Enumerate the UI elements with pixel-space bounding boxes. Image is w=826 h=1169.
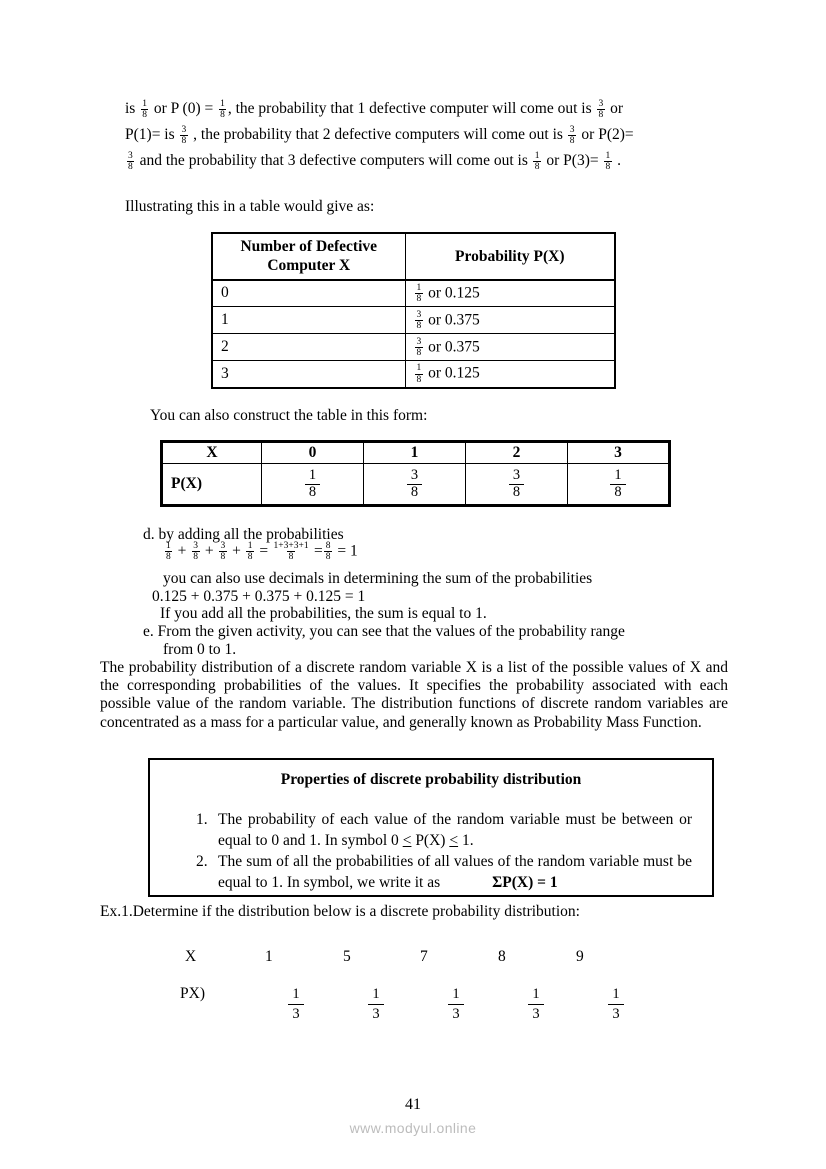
decimals-note: you can also use decimals in determining the sum of the probabilities bbox=[163, 570, 593, 587]
t2-cell-1 bbox=[364, 464, 466, 506]
underlined-symbol: < bbox=[449, 832, 459, 850]
t2-header-x: X bbox=[162, 442, 262, 464]
properties-list bbox=[168, 809, 694, 893]
definition-paragraph: The probability distribution of a discrete random variable X is a list of the possible values of X and the corresponding probabilities of the values. It specifies the probability associated with each possible value of the random variable. The distribution functions of discrete random variables are concentrated as a mass for a particular value, and generally known as Probability Mass Function. bbox=[100, 659, 728, 731]
example-p-value bbox=[256, 985, 336, 1024]
property-item-text: The sum of all the probabilities of all values of the random variable must be equal to 1. In symbol, we write it as ΣP(X) = 1 bbox=[218, 853, 692, 892]
example-p-label: PX) bbox=[180, 985, 205, 1002]
fraction: $\frac{3}{8}$ bbox=[407, 468, 422, 500]
example-p-value bbox=[576, 985, 656, 1024]
intro-line-3: $\frac{3}{8}$ and the probability that 3 defective computers will come out is $\frac{1}{8}$ or P(3)= $\frac{1}{8}$ . bbox=[128, 150, 621, 172]
fraction: $\frac{1}{3}$ bbox=[448, 985, 463, 1024]
table-header-row bbox=[212, 233, 615, 280]
fraction: $\frac{1}{8}$ bbox=[142, 98, 147, 120]
t2-cell-3 bbox=[568, 464, 670, 506]
spacer bbox=[440, 886, 492, 887]
example-x-value: 9 bbox=[576, 948, 584, 965]
fraction: $\frac{3}{8}$ bbox=[569, 124, 575, 146]
property-item-2 bbox=[196, 851, 692, 893]
fraction: $\frac{1}{8}$ bbox=[305, 468, 320, 500]
footer-website: www.modyul.online bbox=[349, 1120, 477, 1136]
example-p-value bbox=[496, 985, 576, 1024]
probability-distribution-table bbox=[160, 440, 671, 507]
t1-header-p: Probability P(X) bbox=[405, 233, 615, 280]
t2-header-2: 2 bbox=[466, 442, 568, 464]
example-x-value: 5 bbox=[343, 948, 351, 965]
fraction: $\frac{1}{8}$ bbox=[416, 282, 422, 304]
item-e-line-1: e. From the given activity, you can see that the values of the probability range bbox=[143, 623, 625, 640]
properties-box-title: Properties of discrete probability distribution bbox=[280, 771, 582, 788]
item-e-line-2: from 0 to 1. bbox=[163, 641, 237, 658]
decimals-sum-line: 0.125 + 0.375 + 0.375 + 0.125 = 1 bbox=[152, 588, 366, 605]
table-row bbox=[212, 334, 615, 361]
table-row bbox=[162, 464, 670, 506]
property-item-1 bbox=[196, 809, 692, 851]
fraction: $\frac{1}{3}$ bbox=[368, 985, 383, 1024]
example-x-label: X bbox=[185, 948, 197, 965]
fraction: $\frac{1}{8}$ bbox=[166, 541, 171, 563]
example-x-row bbox=[185, 948, 616, 966]
sum-equals-one-note: If you add all the probabilities, the sum is equal to 1. bbox=[160, 605, 487, 622]
fraction: $\frac{1}{8}$ bbox=[610, 468, 625, 500]
fraction: $\frac{1}{8}$ bbox=[416, 363, 422, 385]
construct-note: You can also construct the table in this form: bbox=[150, 407, 428, 424]
t2-cell-2 bbox=[466, 464, 568, 506]
fraction: $\frac{1}{8}$ bbox=[247, 541, 253, 563]
fraction: $\frac{3}{8}$ bbox=[416, 336, 422, 358]
page-number: 41 bbox=[405, 1096, 421, 1113]
example-p-value bbox=[416, 985, 496, 1024]
table-row bbox=[212, 307, 615, 334]
illustrating-note: Illustrating this in a table would give as: bbox=[125, 198, 375, 215]
t1-x-2: 2 bbox=[212, 334, 405, 361]
t1-p-0: $\frac{1}{8}$ or 0.125 bbox=[405, 280, 615, 307]
t1-x-1: 1 bbox=[212, 307, 405, 334]
example-x-value: 7 bbox=[420, 948, 428, 965]
fraction-sum-line: $\frac{1}{8}$ + $\frac{3}{8}$ + $\frac{3}{8}$ + $\frac{1}{8}$ = $\frac{1+3+3+1}{8}$ = $\frac{8}{8}$ = 1 bbox=[166, 541, 358, 563]
fraction: $\frac{3}{8}$ bbox=[193, 541, 198, 563]
example-p-row bbox=[180, 985, 656, 1024]
t1-x-3: 3 bbox=[212, 361, 405, 388]
example-x-value: 1 bbox=[265, 948, 273, 965]
fraction: $\frac{3}{8}$ bbox=[598, 98, 604, 120]
t2-header-1: 1 bbox=[364, 442, 466, 464]
item-d-label: d. by adding all the probabilities bbox=[143, 526, 344, 543]
intro-line-2: P(1)= is $\frac{3}{8}$ , the probability that 2 defective computers will come out is $\frac{3}{8}$ or P(2)= bbox=[125, 124, 634, 146]
fraction: $\frac{1}{8}$ bbox=[605, 150, 611, 172]
t1-p-2: $\frac{3}{8}$ or 0.375 bbox=[405, 334, 615, 361]
t2-header-0: 0 bbox=[262, 442, 364, 464]
example-title: Ex.1.Determine if the distribution below is a discrete probability distribution: bbox=[100, 903, 580, 920]
defective-computer-table bbox=[211, 232, 616, 389]
underlined-symbol: < bbox=[402, 832, 412, 850]
fraction: $\frac{1}{3}$ bbox=[528, 985, 543, 1024]
t2-row-label: P(X) bbox=[162, 464, 262, 506]
fraction: $\frac{1}{3}$ bbox=[288, 985, 303, 1024]
t1-p-3: $\frac{1}{8}$ or 0.125 bbox=[405, 361, 615, 388]
property-item-number: 1. bbox=[196, 811, 208, 829]
table-row bbox=[212, 280, 615, 307]
fraction: $\frac{1+3+3+1}{8}$ bbox=[273, 541, 309, 563]
bold-text: ΣP(X) = 1 bbox=[492, 874, 558, 892]
property-item-number: 2. bbox=[196, 853, 208, 871]
fraction: $\frac{1}{8}$ bbox=[534, 150, 540, 172]
t2-cell-0 bbox=[262, 464, 364, 506]
example-x-value: 8 bbox=[498, 948, 506, 965]
fraction: $\frac{1}{8}$ bbox=[220, 98, 225, 120]
fraction: $\frac{8}{8}$ bbox=[325, 541, 331, 563]
t1-header-x: Number of Defective Computer X bbox=[212, 233, 405, 280]
table-row bbox=[212, 361, 615, 388]
intro-paragraph bbox=[125, 96, 765, 174]
t2-header-3: 3 bbox=[568, 442, 670, 464]
t1-p-1: $\frac{3}{8}$ or 0.375 bbox=[405, 307, 615, 334]
fraction: $\frac{3}{8}$ bbox=[128, 150, 133, 172]
t1-x-0: 0 bbox=[212, 280, 405, 307]
fraction: $\frac{3}{8}$ bbox=[416, 309, 422, 331]
property-item-text: The probability of each value of the random variable must be between or equal to 0 and 1. In symbol 0 < P(X) < 1. bbox=[218, 811, 692, 850]
example-p-value bbox=[336, 985, 416, 1024]
fraction: $\frac{3}{8}$ bbox=[220, 541, 226, 563]
fraction: $\frac{1}{3}$ bbox=[608, 985, 623, 1024]
intro-line-1: is $\frac{1}{8}$ or P (0) = $\frac{1}{8}$ , the probability that 1 defective computer will come out is $\frac{3}{8}$ or bbox=[125, 98, 624, 120]
table-header-row bbox=[162, 442, 670, 464]
properties-box bbox=[148, 758, 714, 897]
fraction: $\frac{3}{8}$ bbox=[509, 468, 524, 500]
fraction: $\frac{3}{8}$ bbox=[181, 124, 187, 146]
